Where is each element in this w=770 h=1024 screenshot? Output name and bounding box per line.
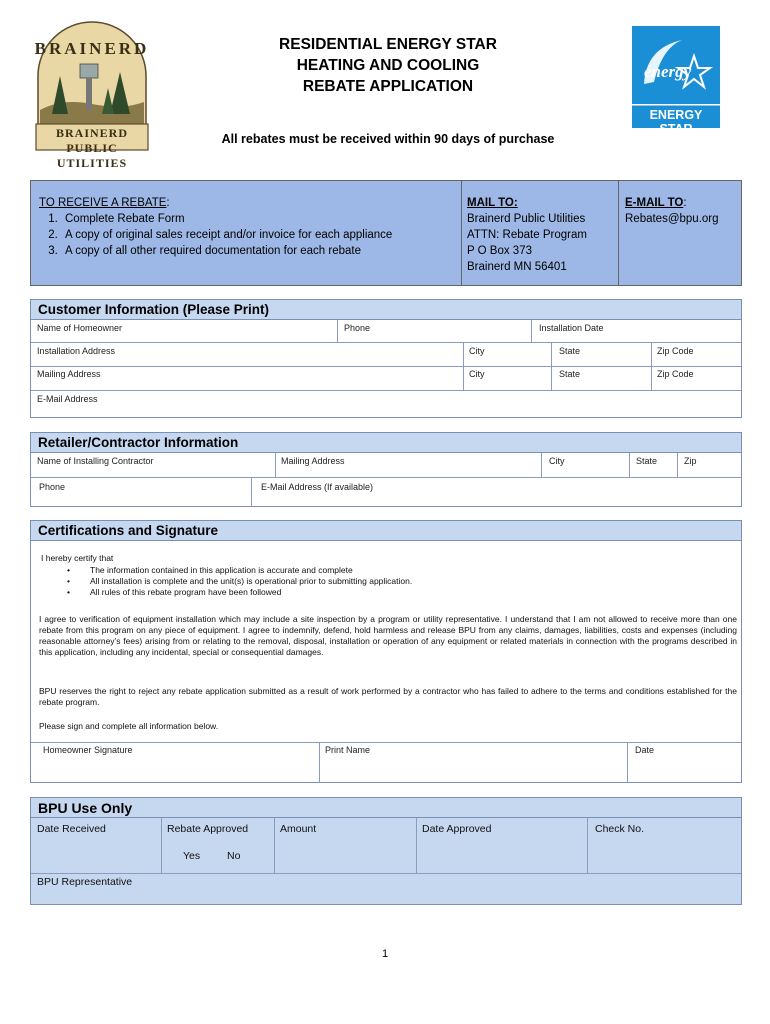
contractor-mailing-field[interactable]: Mailing Address	[281, 456, 345, 466]
customer-section	[30, 320, 742, 418]
agree-paragraph: I agree to verification of equipment installation which may include a site inspection by a program or utility representative. I understand that I am not allowed to receive more than one rebate from this program on any piece of equipment. I agree to indemnify, defend, hold harmless and release BPU from any claims, damages, liabilities, costs and expenses (including reasonable attorney’s fees) arising from or relating to the removal, disposal, installation or operation of any equipment or related materials in connection with the programs described in this application, including any incidental, special or consequential damages.	[39, 614, 737, 657]
certify-intro: I hereby certify that	[41, 553, 114, 563]
certify-bullet: • All installation is complete and the unit(s) is operational prior to submitting application.	[41, 576, 731, 587]
certify-bullet: • All rules of this rebate program have been followed	[41, 587, 731, 598]
email-to-column: E-MAIL TO: Rebates@bpu.org	[625, 195, 741, 227]
energy-star-logo	[632, 26, 720, 136]
logo-left-text: BRAINERD PUBLIC UTILITIES	[55, 126, 128, 170]
step-item: 2. A copy of original sales receipt and/or invoice for each appliance	[61, 227, 455, 243]
mail-line: P O Box 373	[467, 245, 532, 257]
mail-line: Brainerd MN 56401	[467, 261, 567, 273]
installation-date-field[interactable]: Installation Date	[539, 323, 604, 333]
date-received-field[interactable]: Date Received	[37, 823, 106, 835]
step-item: 3. A copy of all other required documentation for each rebate	[61, 243, 455, 259]
customer-phone-field[interactable]: Phone	[344, 323, 371, 333]
signature-date-field[interactable]: Date	[635, 745, 655, 755]
mail-line: ATTN: Rebate Program	[467, 229, 587, 241]
title-line-3: REBATE APPLICATION	[302, 78, 474, 95]
please-sign-note: Please sign and complete all information below.	[39, 721, 219, 731]
print-name-field[interactable]: Print Name	[325, 745, 371, 755]
contractor-city-field[interactable]: City	[549, 456, 565, 466]
installation-zip-field[interactable]: Zip Code	[657, 346, 694, 356]
installation-city-field[interactable]: City	[469, 346, 485, 356]
contractor-state-field[interactable]: State	[636, 456, 658, 466]
approved-no-option[interactable]: No	[227, 850, 241, 862]
title-line-2: HEATING AND COOLING	[296, 57, 480, 74]
contractor-email-field[interactable]: E-Mail Address (If available)	[261, 482, 374, 492]
mail-line: Brainerd Public Utilities	[467, 213, 586, 225]
retailer-section	[30, 453, 742, 507]
retailer-section-heading: Retailer/Contractor Information	[30, 432, 742, 453]
page-title	[190, 34, 586, 97]
page-number: 1	[381, 948, 389, 960]
date-approved-field[interactable]: Date Approved	[422, 823, 492, 835]
amount-field[interactable]: Amount	[280, 823, 317, 835]
approved-yes-option[interactable]: Yes	[183, 850, 201, 862]
subtitle: All rebates must be received within 90 days of purchase	[221, 132, 555, 146]
customer-email-field[interactable]: E-Mail Address	[37, 394, 98, 404]
bpu-representative-field[interactable]: BPU Representative	[37, 876, 133, 888]
energy-star-label: ENERGY STAR	[649, 108, 703, 136]
certification-section-heading: Certifications and Signature	[30, 520, 742, 541]
mailing-address-field[interactable]: Mailing Address	[37, 369, 101, 379]
installation-address-field[interactable]: Installation Address	[37, 346, 116, 356]
mailing-zip-field[interactable]: Zip Code	[657, 369, 694, 379]
certify-bullet: • The information contained in this application is accurate and complete	[41, 565, 731, 576]
contractor-zip-field[interactable]: Zip	[684, 456, 697, 466]
step-item: 1. Complete Rebate Form	[61, 211, 455, 227]
check-number-field[interactable]: Check No.	[595, 823, 645, 835]
email-heading: E-MAIL TO	[625, 197, 684, 209]
email-value[interactable]: Rebates@bpu.org	[625, 213, 719, 225]
bpu-section-heading: BPU Use Only	[30, 797, 742, 818]
certify-list	[41, 565, 731, 598]
energy-script: energy	[644, 62, 692, 81]
installing-contractor-field[interactable]: Name of Installing Contractor	[37, 456, 154, 466]
rebate-info-box	[30, 180, 742, 286]
homeowner-signature-field[interactable]: Homeowner Signature	[43, 745, 133, 755]
title-line-1: RESIDENTIAL ENERGY STAR	[279, 36, 497, 53]
customer-section-heading: Customer Information (Please Print)	[30, 299, 742, 320]
rebate-approved-label: Rebate Approved	[167, 823, 249, 835]
receive-rebate-column: TO RECEIVE A REBATE: 1. Complete Rebate Form 2. A copy of original sales receipt and/or invoice for each appliance 3. A copy of all other required documentation for each rebate	[39, 195, 455, 259]
installation-state-field[interactable]: State	[559, 346, 581, 356]
mailing-state-field[interactable]: State	[559, 369, 581, 379]
contractor-phone-field[interactable]: Phone	[39, 482, 66, 492]
receive-heading: TO RECEIVE A REBATE	[39, 197, 167, 209]
reserve-paragraph: BPU reserves the right to reject any rebate application submitted as a result of work performed by a contractor who has failed to adhere to the terms and conditions established for the rebate program.	[39, 686, 737, 707]
brainerd-logo	[32, 14, 152, 170]
homeowner-name-field[interactable]: Name of Homeowner	[37, 323, 123, 333]
mail-to-column	[467, 195, 613, 275]
bpu-section	[30, 818, 742, 905]
mailing-city-field[interactable]: City	[469, 369, 485, 379]
svg-text:BRAINERD: BRAINERD	[34, 39, 150, 58]
certification-section	[30, 541, 742, 783]
mail-heading: MAIL TO:	[467, 197, 518, 209]
